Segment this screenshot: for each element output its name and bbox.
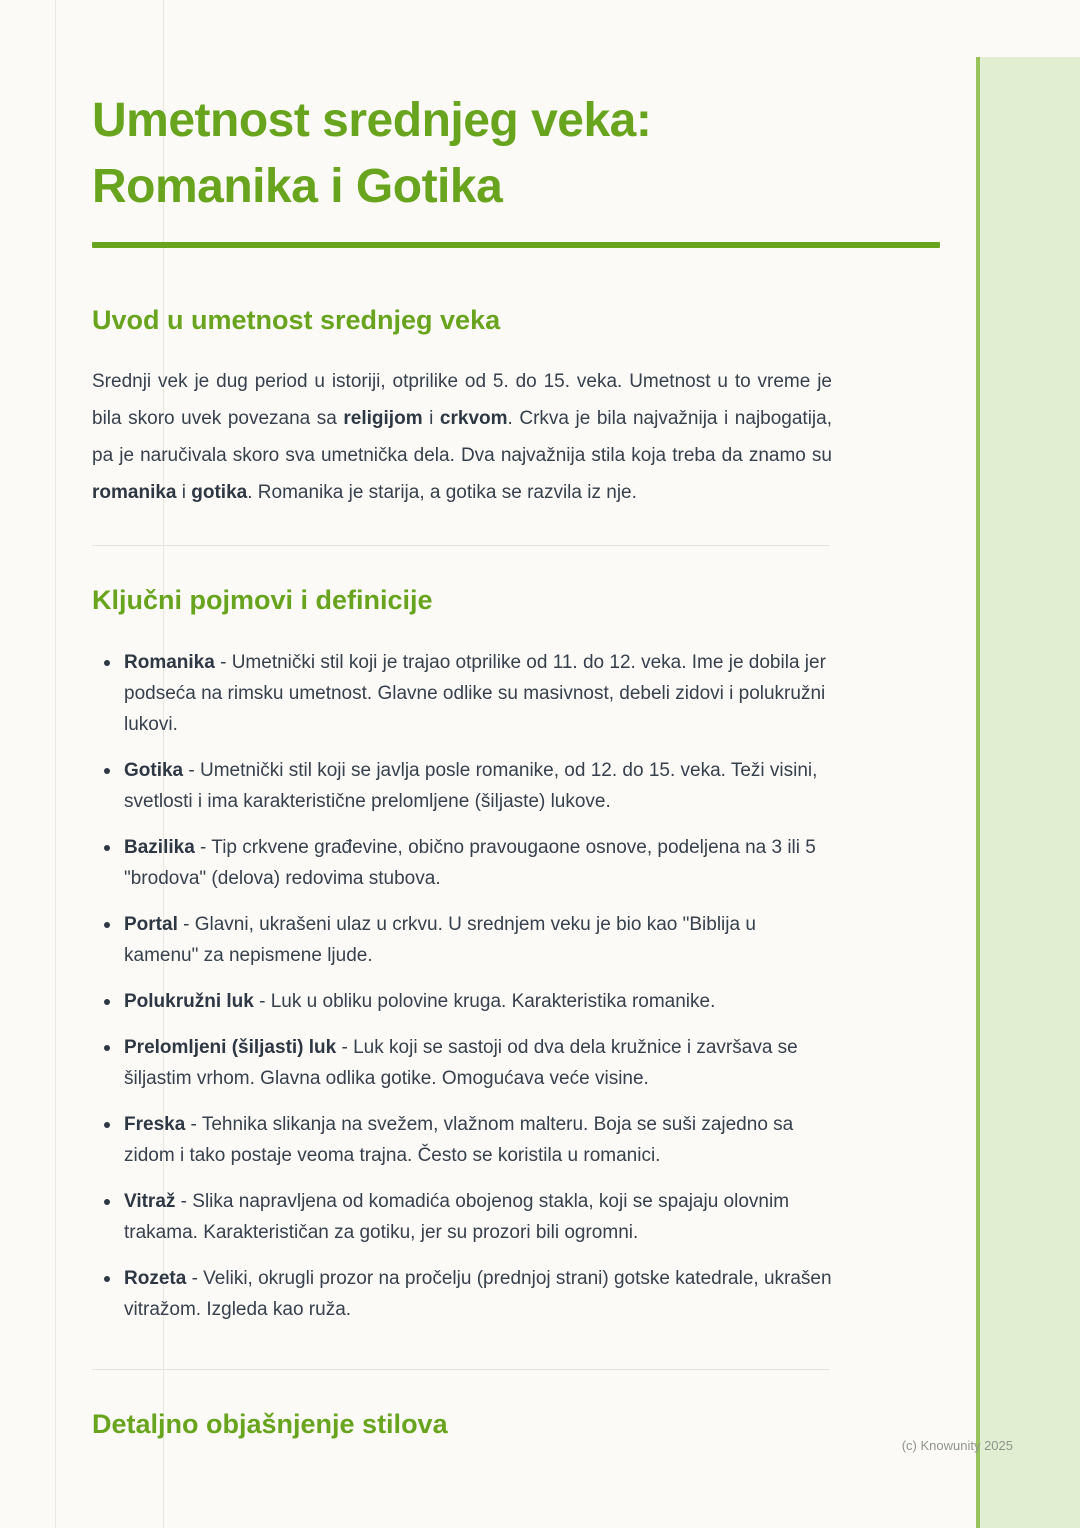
term-text bbox=[124, 1263, 832, 1325]
page-title-line2: Romanika i Gotika bbox=[92, 160, 503, 213]
term-text bbox=[124, 1109, 832, 1171]
term-label: Bazilika bbox=[124, 837, 195, 858]
term-text bbox=[124, 832, 832, 894]
section-heading-terms: Ključni pojmovi i definicije bbox=[92, 585, 433, 615]
bullet-dot bbox=[104, 922, 110, 928]
intro-run-bold: romanika bbox=[92, 482, 177, 503]
term-label: Polukružni luk bbox=[124, 991, 254, 1012]
term-definition: - Luk koji se sastoji od dva dela kružnice i završava se šiljastim vrhom. Glavna odlika gotike. Omogućava veće visine. bbox=[124, 1037, 798, 1089]
terms-list bbox=[92, 647, 832, 1325]
intro-run-bold: crkvom bbox=[439, 408, 508, 429]
term-definition: - Tip crkvene građevine, obično pravougaone osnove, podeljena na 3 ili 5 "brodova" (delova) redovima stubova. bbox=[124, 837, 816, 889]
bullet-dot bbox=[104, 845, 110, 851]
term-definition: - Luk u obliku polovine kruga. Karakteristika romanike. bbox=[253, 991, 716, 1012]
term-text bbox=[124, 986, 715, 1017]
term-definition: - Glavni, ukrašeni ulaz u crkvu. U srednjem veku je bio kao "Biblija u kamenu" za nepismene ljude. bbox=[124, 914, 756, 966]
page-title bbox=[92, 88, 832, 220]
page-title-line1: Umetnost srednjeg veka: bbox=[92, 94, 652, 147]
term-label: Vitraž bbox=[124, 1191, 176, 1212]
term-text bbox=[124, 1186, 832, 1248]
term-item bbox=[92, 832, 832, 894]
term-definition: - Tehnika slikanja na svežem, vlažnom malteru. Boja se suši zajedno sa zidom i tako postaje veoma trajna. Često se koristila u romanici. bbox=[124, 1114, 794, 1166]
intro-run: i bbox=[176, 482, 192, 503]
term-definition: - Umetnički stil koji se javlja posle romanike, od 12. do 15. veka. Teži visini, svetlosti i ima karakteristične prelomljene (šiljaste) lukove. bbox=[124, 760, 818, 812]
bullet-dot bbox=[104, 660, 110, 666]
term-definition: - Veliki, okrugli prozor na pročelju (prednjoj strani) gotske katedrale, ukrašen vitražom. Izgleda kao ruža. bbox=[124, 1268, 832, 1320]
term-label: Freska bbox=[124, 1114, 186, 1135]
term-label: Prelomljeni (šiljasti) luk bbox=[124, 1037, 337, 1058]
bullet-dot bbox=[104, 999, 110, 1005]
bullet-dot bbox=[104, 1045, 110, 1051]
term-definition: - Umetnički stil koji je trajao otprilike od 11. do 12. veka. Ime je dobila jer podseća na rimsku umetnost. Glavne odlike su masivnost, debeli zidovi i polukružni lukovi. bbox=[124, 652, 826, 735]
term-label: Gotika bbox=[124, 760, 184, 781]
bullet-dot bbox=[104, 1122, 110, 1128]
term-text bbox=[124, 909, 832, 971]
section-heading-details: Detaljno objašnjenje stilova bbox=[92, 1409, 448, 1439]
intro-run: . Romanika je starija, a gotika se razvila iz nje. bbox=[247, 482, 637, 503]
intro-paragraph bbox=[92, 363, 832, 511]
section-divider bbox=[92, 545, 829, 546]
intro-run: . Crkva je bila najvažnija i najbogatija, pa je naručivala skoro sva umetnička dela. Dva najvažnija stila koja treba da znamo su bbox=[92, 408, 833, 466]
term-label: Portal bbox=[124, 914, 178, 935]
term-item bbox=[92, 1263, 832, 1325]
copyright-notice: (c) Knowunity 2025 bbox=[901, 1438, 1013, 1453]
term-item bbox=[92, 647, 832, 740]
term-text bbox=[124, 1032, 832, 1094]
term-definition: - Slika napravljena od komadića obojenog stakla, koji se spajaju olovnim trakama. Karakterističan za gotiku, jer su prozori bili ogromni. bbox=[124, 1191, 790, 1243]
term-item bbox=[92, 1109, 832, 1171]
term-item bbox=[92, 909, 832, 971]
right-margin-strip bbox=[976, 57, 1080, 1528]
intro-run-bold: gotika bbox=[191, 482, 248, 503]
section-heading-intro: Uvod u umetnost srednjeg veka bbox=[92, 305, 501, 335]
term-item bbox=[92, 755, 832, 817]
intro-run-bold: religijom bbox=[343, 408, 423, 429]
bullet-dot bbox=[104, 1199, 110, 1205]
term-item bbox=[92, 1186, 832, 1248]
background-guide-line bbox=[55, 0, 56, 1528]
term-item bbox=[92, 986, 832, 1017]
term-label: Rozeta bbox=[124, 1268, 187, 1289]
term-text bbox=[124, 647, 832, 740]
document-content bbox=[92, 0, 832, 1441]
bullet-dot bbox=[104, 1276, 110, 1282]
intro-run: i bbox=[422, 408, 440, 429]
term-text bbox=[124, 755, 832, 817]
term-item bbox=[92, 1032, 832, 1094]
title-underline bbox=[92, 242, 940, 248]
bullet-dot bbox=[104, 768, 110, 774]
intro-run: Srednji vek je dug period u istoriji, otprilike od 5. do 15. veka. Umetnost u to vreme je bila skoro uvek povezana sa bbox=[92, 371, 832, 429]
section-divider bbox=[92, 1369, 829, 1370]
term-label: Romanika bbox=[124, 652, 215, 673]
